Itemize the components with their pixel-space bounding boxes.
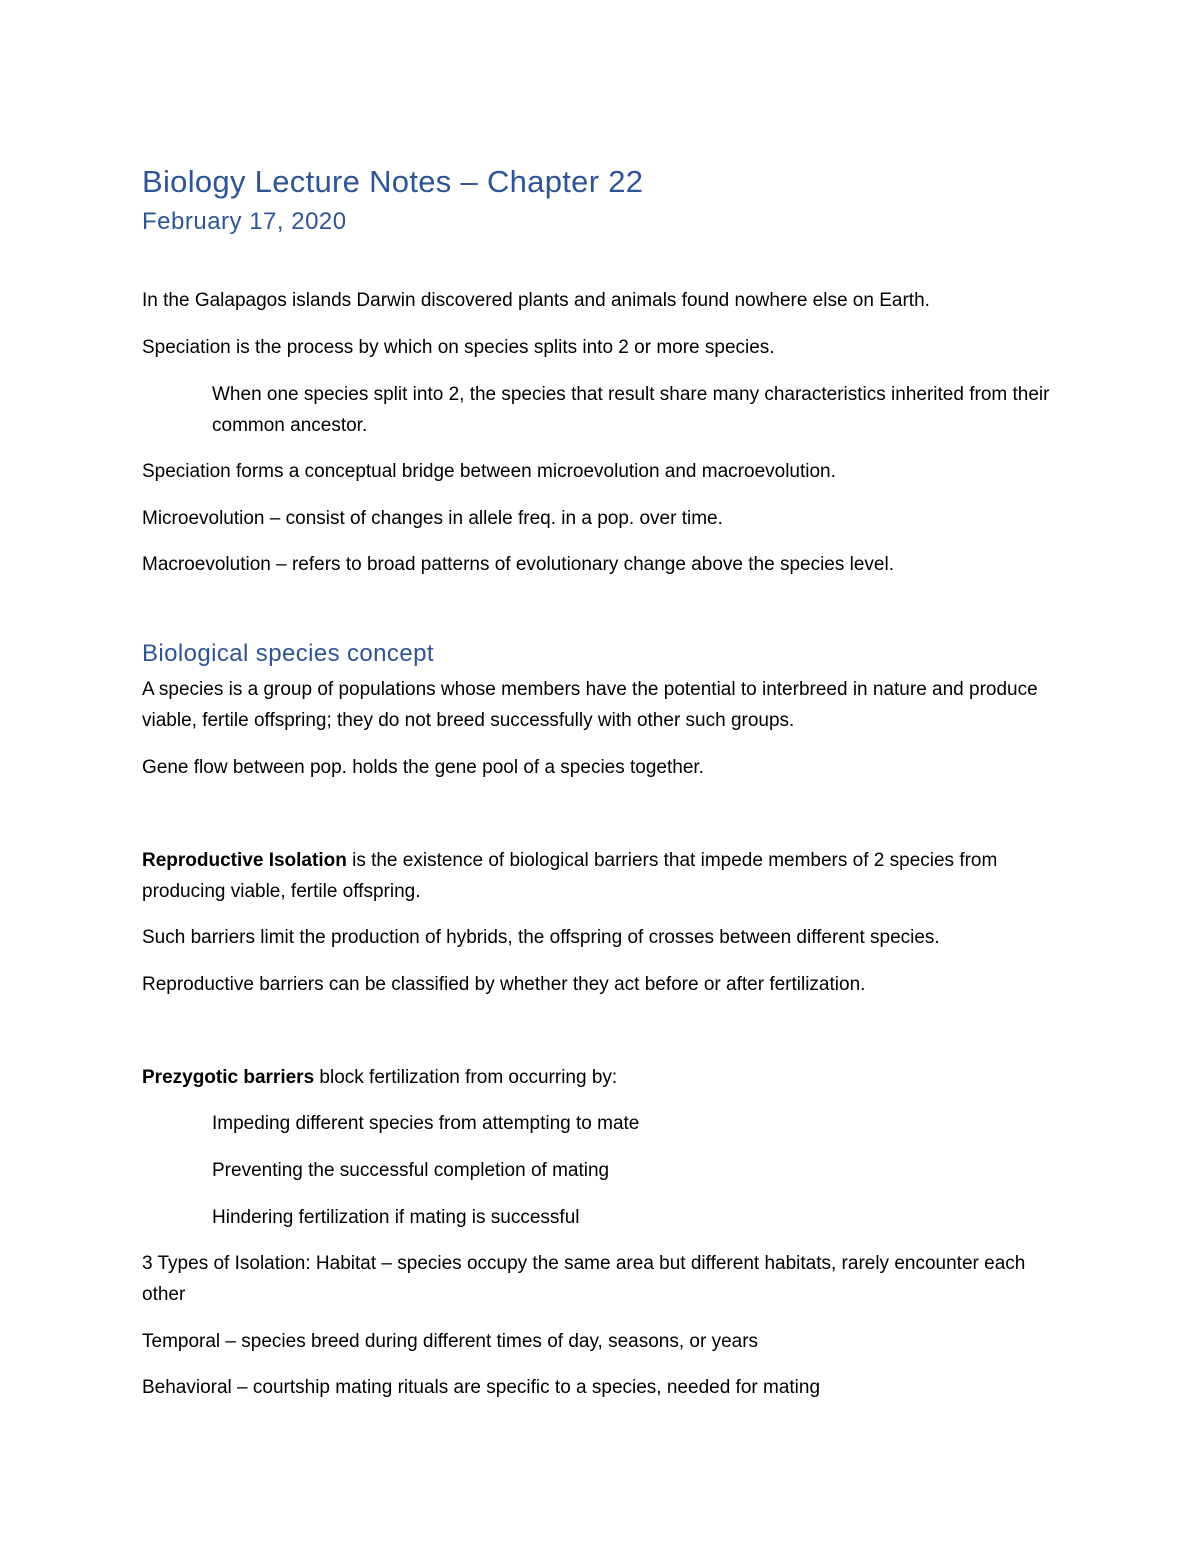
reproductive-isolation-definition: is the existence of biological barriers that impede members of 2 species from producing viable, fertile offspring.	[142, 850, 998, 902]
paragraph-hybrids: Such barriers limit the production of hybrids, the offspring of crosses between different species.	[142, 927, 940, 948]
list-item-hindering: Hindering fertilization if mating is successful	[212, 1207, 580, 1228]
paragraph-reproductive-isolation	[142, 845, 1062, 907]
term-prezygotic-barriers: Prezygotic barriers	[142, 1067, 315, 1088]
list-item-impeding: Impeding different species from attempting to mate	[212, 1113, 640, 1134]
paragraph-speciation-definition: Speciation is the process by which on species splits into 2 or more species.	[142, 337, 775, 358]
paragraph-temporal-isolation: Temporal – species breed during different times of day, seasons, or years	[142, 1331, 759, 1352]
section-heading-biological-species-concept: Biological species concept	[142, 640, 434, 667]
paragraph-macroevolution: Macroevolution – refers to broad patterns of evolutionary change above the species level.	[142, 554, 895, 575]
paragraph-prezygotic-barriers	[142, 1062, 1062, 1093]
paragraph-habitat-isolation: 3 Types of Isolation: Habitat – species occupy the same area but different habitats, rarely encounter each other	[142, 1253, 1026, 1305]
paragraph-barrier-classification: Reproductive barriers can be classified by whether they act before or after fertilization.	[142, 974, 866, 995]
paragraph-gene-flow: Gene flow between pop. holds the gene pool of a species together.	[142, 757, 704, 778]
list-item-preventing: Preventing the successful completion of mating	[212, 1160, 610, 1181]
paragraph-species-definition: A species is a group of populations whose members have the potential to interbreed in nature and produce viable, fertile offspring; they do not breed successfully with other such groups.	[142, 679, 1038, 731]
paragraph-galapagos: In the Galapagos islands Darwin discovered plants and animals found nowhere else on Earth.	[142, 290, 930, 311]
document-title: Biology Lecture Notes – Chapter 22	[142, 164, 644, 199]
prezygotic-barriers-rest: block fertilization from occurring by:	[314, 1067, 618, 1088]
paragraph-conceptual-bridge: Speciation forms a conceptual bridge between microevolution and macroevolution.	[142, 461, 836, 482]
paragraph-common-ancestor: When one species split into 2, the species that result share many characteristics inherited from their common ancestor.	[212, 384, 1050, 436]
paragraph-behavioral-isolation: Behavioral – courtship mating rituals are specific to a species, needed for mating	[142, 1377, 821, 1398]
term-reproductive-isolation: Reproductive Isolation	[142, 850, 347, 871]
document-date: February 17, 2020	[142, 208, 347, 235]
paragraph-microevolution: Microevolution – consist of changes in allele freq. in a pop. over time.	[142, 508, 723, 529]
